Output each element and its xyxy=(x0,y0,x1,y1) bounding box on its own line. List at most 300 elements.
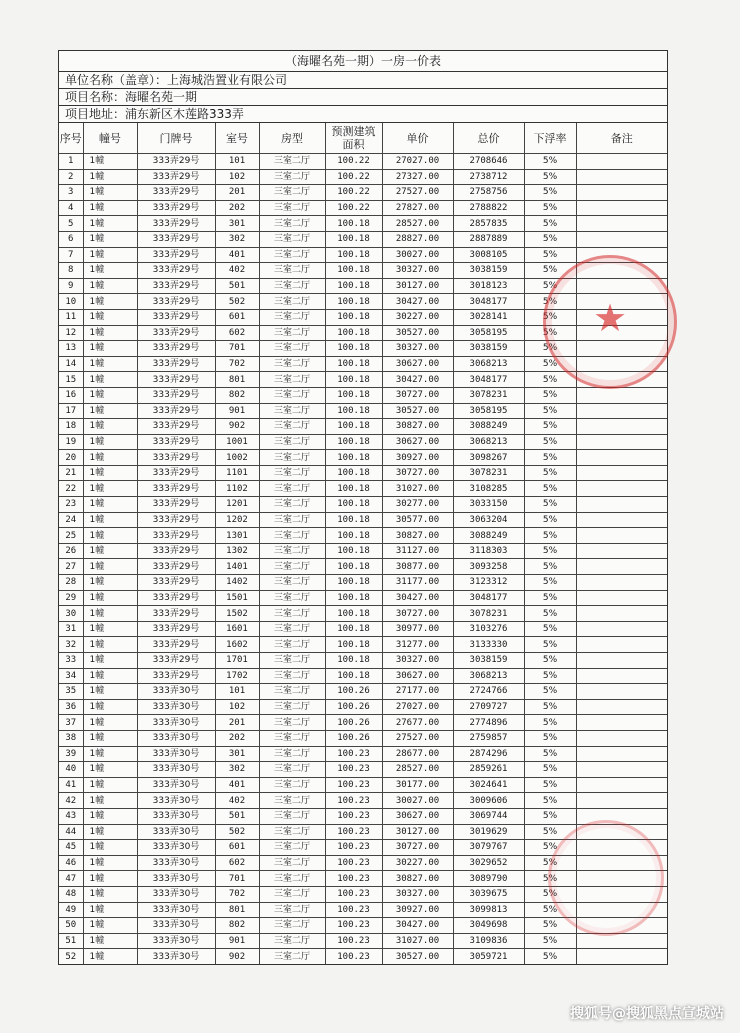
cell-layout: 三室二厅 xyxy=(259,559,325,575)
cell-seq: 11 xyxy=(59,309,83,325)
cell-total-price: 2709727 xyxy=(453,699,524,715)
cell-total-price: 2857835 xyxy=(453,216,524,232)
cell-door-no: 333弄30号 xyxy=(137,902,215,918)
cell-area: 100.23 xyxy=(325,840,382,856)
table-row xyxy=(59,606,667,622)
cell-total-price: 3133330 xyxy=(453,637,524,653)
cell-discount: 5% xyxy=(524,762,576,778)
cell-layout: 三室二厅 xyxy=(259,372,325,388)
cell-total-price: 3029652 xyxy=(453,855,524,871)
cell-room-no: 202 xyxy=(215,200,259,216)
cell-building: 1幢 xyxy=(83,154,137,170)
cell-layout: 三室二厅 xyxy=(259,543,325,559)
cell-area: 100.23 xyxy=(325,902,382,918)
cell-door-no: 333弄30号 xyxy=(137,684,215,700)
cell-door-no: 333弄29号 xyxy=(137,309,215,325)
cell-discount: 5% xyxy=(524,606,576,622)
cell-remarks xyxy=(576,933,667,949)
table-row xyxy=(59,169,667,185)
cell-remarks xyxy=(576,450,667,466)
cell-remarks xyxy=(576,278,667,294)
header-discount: 下浮率 xyxy=(524,123,576,154)
cell-remarks xyxy=(576,606,667,622)
table-row xyxy=(59,419,667,435)
cell-room-no: 601 xyxy=(215,840,259,856)
cell-room-no: 1301 xyxy=(215,528,259,544)
cell-unit-price: 30727.00 xyxy=(382,465,453,481)
cell-building: 1幢 xyxy=(83,543,137,559)
table-row xyxy=(59,231,667,247)
table-row xyxy=(59,543,667,559)
cell-unit-price: 30427.00 xyxy=(382,590,453,606)
cell-building: 1幢 xyxy=(83,231,137,247)
cell-door-no: 333弄29号 xyxy=(137,559,215,575)
cell-unit-price: 30577.00 xyxy=(382,512,453,528)
table-row xyxy=(59,294,667,310)
cell-remarks xyxy=(576,559,667,575)
cell-door-no: 333弄29号 xyxy=(137,216,215,232)
cell-building: 1幢 xyxy=(83,465,137,481)
cell-discount: 5% xyxy=(524,653,576,669)
header-building: 幢号 xyxy=(83,123,137,154)
cell-remarks xyxy=(576,918,667,934)
cell-layout: 三室二厅 xyxy=(259,481,325,497)
cell-building: 1幢 xyxy=(83,512,137,528)
cell-area: 100.18 xyxy=(325,606,382,622)
cell-door-no: 333弄29号 xyxy=(137,606,215,622)
cell-area: 100.18 xyxy=(325,231,382,247)
cell-door-no: 333弄30号 xyxy=(137,699,215,715)
cell-area: 100.22 xyxy=(325,169,382,185)
cell-door-no: 333弄30号 xyxy=(137,949,215,964)
cell-total-price: 2738712 xyxy=(453,169,524,185)
cell-total-price: 2788822 xyxy=(453,200,524,216)
table-row xyxy=(59,185,667,201)
cell-remarks xyxy=(576,263,667,279)
cell-area: 100.18 xyxy=(325,263,382,279)
cell-total-price: 3059721 xyxy=(453,949,524,964)
cell-discount: 5% xyxy=(524,185,576,201)
table-row xyxy=(59,886,667,902)
cell-total-price: 2874296 xyxy=(453,746,524,762)
cell-unit-price: 30727.00 xyxy=(382,840,453,856)
cell-discount: 5% xyxy=(524,902,576,918)
cell-total-price: 3033150 xyxy=(453,497,524,513)
cell-door-no: 333弄30号 xyxy=(137,793,215,809)
cell-seq: 27 xyxy=(59,559,83,575)
cell-unit-price: 30877.00 xyxy=(382,559,453,575)
cell-remarks xyxy=(576,528,667,544)
cell-area: 100.18 xyxy=(325,278,382,294)
cell-remarks xyxy=(576,777,667,793)
cell-discount: 5% xyxy=(524,668,576,684)
cell-area: 100.18 xyxy=(325,216,382,232)
cell-unit-price: 27527.00 xyxy=(382,185,453,201)
cell-total-price: 3078231 xyxy=(453,465,524,481)
cell-door-no: 333弄29号 xyxy=(137,543,215,559)
cell-unit-price: 30977.00 xyxy=(382,621,453,637)
cell-seq: 41 xyxy=(59,777,83,793)
cell-building: 1幢 xyxy=(83,808,137,824)
cell-room-no: 1501 xyxy=(215,590,259,606)
cell-discount: 5% xyxy=(524,559,576,575)
table-row xyxy=(59,372,667,388)
cell-layout: 三室二厅 xyxy=(259,684,325,700)
cell-discount: 5% xyxy=(524,637,576,653)
cell-seq: 24 xyxy=(59,512,83,528)
cell-unit-price: 30127.00 xyxy=(382,278,453,294)
cell-building: 1幢 xyxy=(83,185,137,201)
cell-door-no: 333弄29号 xyxy=(137,341,215,357)
cell-seq: 44 xyxy=(59,824,83,840)
cell-layout: 三室二厅 xyxy=(259,512,325,528)
cell-building: 1幢 xyxy=(83,715,137,731)
cell-door-no: 333弄29号 xyxy=(137,450,215,466)
cell-seq: 42 xyxy=(59,793,83,809)
cell-room-no: 1101 xyxy=(215,465,259,481)
cell-room-no: 1202 xyxy=(215,512,259,528)
cell-unit-price: 30827.00 xyxy=(382,419,453,435)
cell-seq: 25 xyxy=(59,528,83,544)
cell-total-price: 3099813 xyxy=(453,902,524,918)
cell-door-no: 333弄29号 xyxy=(137,528,215,544)
table-row xyxy=(59,824,667,840)
cell-unit-price: 27027.00 xyxy=(382,699,453,715)
cell-building: 1幢 xyxy=(83,419,137,435)
cell-building: 1幢 xyxy=(83,559,137,575)
cell-building: 1幢 xyxy=(83,528,137,544)
cell-area: 100.22 xyxy=(325,154,382,170)
cell-remarks xyxy=(576,762,667,778)
cell-unit-price: 30827.00 xyxy=(382,871,453,887)
cell-area: 100.26 xyxy=(325,699,382,715)
cell-total-price: 3103276 xyxy=(453,621,524,637)
table-row xyxy=(59,309,667,325)
cell-area: 100.18 xyxy=(325,497,382,513)
cell-total-price: 2859261 xyxy=(453,762,524,778)
cell-area: 100.18 xyxy=(325,434,382,450)
cell-area: 100.23 xyxy=(325,855,382,871)
cell-door-no: 333弄30号 xyxy=(137,918,215,934)
table-row xyxy=(59,684,667,700)
cell-discount: 5% xyxy=(524,621,576,637)
cell-discount: 5% xyxy=(524,746,576,762)
cell-remarks xyxy=(576,902,667,918)
cell-seq: 43 xyxy=(59,808,83,824)
cell-building: 1幢 xyxy=(83,653,137,669)
table-row xyxy=(59,403,667,419)
cell-layout: 三室二厅 xyxy=(259,824,325,840)
cell-seq: 50 xyxy=(59,918,83,934)
table-row xyxy=(59,247,667,263)
cell-door-no: 333弄29号 xyxy=(137,481,215,497)
cell-room-no: 402 xyxy=(215,263,259,279)
cell-total-price: 3078231 xyxy=(453,606,524,622)
cell-discount: 5% xyxy=(524,216,576,232)
cell-remarks xyxy=(576,575,667,591)
cell-building: 1幢 xyxy=(83,949,137,964)
cell-building: 1幢 xyxy=(83,278,137,294)
table-row xyxy=(59,918,667,934)
cell-discount: 5% xyxy=(524,933,576,949)
cell-unit-price: 27027.00 xyxy=(382,154,453,170)
table-row xyxy=(59,762,667,778)
cell-unit-price: 30277.00 xyxy=(382,497,453,513)
table-row xyxy=(59,465,667,481)
cell-remarks xyxy=(576,715,667,731)
cell-area: 100.23 xyxy=(325,886,382,902)
cell-door-no: 333弄30号 xyxy=(137,762,215,778)
cell-layout: 三室二厅 xyxy=(259,341,325,357)
cell-total-price: 3028141 xyxy=(453,309,524,325)
cell-unit-price: 30627.00 xyxy=(382,668,453,684)
cell-room-no: 702 xyxy=(215,356,259,372)
cell-total-price: 3009606 xyxy=(453,793,524,809)
cell-area: 100.18 xyxy=(325,653,382,669)
cell-seq: 31 xyxy=(59,621,83,637)
cell-total-price: 3038159 xyxy=(453,263,524,279)
cell-remarks xyxy=(576,356,667,372)
cell-door-no: 333弄29号 xyxy=(137,512,215,528)
cell-layout: 三室二厅 xyxy=(259,419,325,435)
watermark-text: 搜狐号@搜狐黑点宣城站 xyxy=(570,1006,724,1022)
cell-seq: 9 xyxy=(59,278,83,294)
cell-seq: 22 xyxy=(59,481,83,497)
cell-discount: 5% xyxy=(524,481,576,497)
cell-discount: 5% xyxy=(524,528,576,544)
cell-layout: 三室二厅 xyxy=(259,575,325,591)
table-row xyxy=(59,575,667,591)
cell-room-no: 602 xyxy=(215,325,259,341)
table-row xyxy=(59,263,667,279)
cell-total-price: 3068213 xyxy=(453,356,524,372)
cell-total-price: 3063204 xyxy=(453,512,524,528)
cell-building: 1幢 xyxy=(83,855,137,871)
cell-door-no: 333弄29号 xyxy=(137,278,215,294)
cell-seq: 6 xyxy=(59,231,83,247)
cell-total-price: 3069744 xyxy=(453,808,524,824)
table-header-row xyxy=(59,123,667,154)
cell-room-no: 801 xyxy=(215,372,259,388)
cell-discount: 5% xyxy=(524,699,576,715)
cell-layout: 三室二厅 xyxy=(259,715,325,731)
cell-layout: 三室二厅 xyxy=(259,185,325,201)
cell-unit-price: 31177.00 xyxy=(382,575,453,591)
cell-remarks xyxy=(576,247,667,263)
cell-layout: 三室二厅 xyxy=(259,840,325,856)
cell-unit-price: 30527.00 xyxy=(382,325,453,341)
cell-unit-price: 28827.00 xyxy=(382,231,453,247)
table-row xyxy=(59,200,667,216)
cell-building: 1幢 xyxy=(83,668,137,684)
cell-seq: 16 xyxy=(59,387,83,403)
cell-unit-price: 27527.00 xyxy=(382,730,453,746)
cell-discount: 5% xyxy=(524,294,576,310)
cell-seq: 17 xyxy=(59,403,83,419)
cell-building: 1幢 xyxy=(83,886,137,902)
cell-total-price: 3093258 xyxy=(453,559,524,575)
cell-building: 1幢 xyxy=(83,871,137,887)
cell-building: 1幢 xyxy=(83,637,137,653)
cell-room-no: 701 xyxy=(215,871,259,887)
cell-seq: 2 xyxy=(59,169,83,185)
cell-discount: 5% xyxy=(524,263,576,279)
cell-seq: 28 xyxy=(59,575,83,591)
cell-unit-price: 30327.00 xyxy=(382,653,453,669)
table-row xyxy=(59,949,667,964)
cell-building: 1幢 xyxy=(83,918,137,934)
cell-layout: 三室二厅 xyxy=(259,902,325,918)
table-row xyxy=(59,497,667,513)
cell-room-no: 801 xyxy=(215,902,259,918)
price-table xyxy=(59,123,667,964)
cell-seq: 40 xyxy=(59,762,83,778)
cell-door-no: 333弄30号 xyxy=(137,840,215,856)
header-door-no: 门牌号 xyxy=(137,123,215,154)
cell-area: 100.23 xyxy=(325,871,382,887)
cell-unit-price: 30627.00 xyxy=(382,434,453,450)
header-total-price: 总价 xyxy=(453,123,524,154)
cell-discount: 5% xyxy=(524,403,576,419)
cell-unit-price: 27827.00 xyxy=(382,200,453,216)
project-name: 项目名称：海曜名苑一期 xyxy=(59,89,667,106)
cell-seq: 1 xyxy=(59,154,83,170)
cell-layout: 三室二厅 xyxy=(259,746,325,762)
cell-area: 100.23 xyxy=(325,746,382,762)
cell-building: 1幢 xyxy=(83,372,137,388)
table-row xyxy=(59,512,667,528)
cell-area: 100.23 xyxy=(325,824,382,840)
cell-door-no: 333弄30号 xyxy=(137,824,215,840)
cell-room-no: 1702 xyxy=(215,668,259,684)
cell-door-no: 333弄29号 xyxy=(137,325,215,341)
table-row xyxy=(59,434,667,450)
cell-area: 100.26 xyxy=(325,730,382,746)
cell-remarks xyxy=(576,543,667,559)
cell-seq: 29 xyxy=(59,590,83,606)
cell-building: 1幢 xyxy=(83,933,137,949)
cell-seq: 8 xyxy=(59,263,83,279)
price-list-sheet xyxy=(58,50,668,965)
cell-door-no: 333弄29号 xyxy=(137,294,215,310)
cell-discount: 5% xyxy=(524,886,576,902)
cell-seq: 51 xyxy=(59,933,83,949)
cell-remarks xyxy=(576,840,667,856)
cell-seq: 46 xyxy=(59,855,83,871)
cell-discount: 5% xyxy=(524,824,576,840)
cell-door-no: 333弄29号 xyxy=(137,434,215,450)
cell-door-no: 333弄29号 xyxy=(137,621,215,637)
cell-area: 100.23 xyxy=(325,793,382,809)
cell-discount: 5% xyxy=(524,590,576,606)
cell-area: 100.18 xyxy=(325,528,382,544)
cell-discount: 5% xyxy=(524,777,576,793)
cell-room-no: 401 xyxy=(215,777,259,793)
cell-discount: 5% xyxy=(524,918,576,934)
cell-discount: 5% xyxy=(524,684,576,700)
cell-remarks xyxy=(576,434,667,450)
cell-building: 1幢 xyxy=(83,590,137,606)
table-row xyxy=(59,154,667,170)
cell-room-no: 1601 xyxy=(215,621,259,637)
cell-room-no: 1102 xyxy=(215,481,259,497)
cell-unit-price: 30927.00 xyxy=(382,902,453,918)
cell-remarks xyxy=(576,231,667,247)
cell-layout: 三室二厅 xyxy=(259,231,325,247)
cell-remarks xyxy=(576,684,667,700)
cell-area: 100.18 xyxy=(325,450,382,466)
cell-building: 1幢 xyxy=(83,902,137,918)
cell-unit-price: 30227.00 xyxy=(382,855,453,871)
cell-layout: 三室二厅 xyxy=(259,356,325,372)
cell-area: 100.23 xyxy=(325,933,382,949)
cell-layout: 三室二厅 xyxy=(259,278,325,294)
cell-room-no: 602 xyxy=(215,855,259,871)
cell-remarks xyxy=(576,668,667,684)
cell-layout: 三室二厅 xyxy=(259,949,325,964)
cell-door-no: 333弄30号 xyxy=(137,933,215,949)
cell-seq: 49 xyxy=(59,902,83,918)
cell-layout: 三室二厅 xyxy=(259,871,325,887)
cell-unit-price: 30427.00 xyxy=(382,918,453,934)
cell-total-price: 3019629 xyxy=(453,824,524,840)
cell-total-price: 3048177 xyxy=(453,294,524,310)
cell-area: 100.26 xyxy=(325,715,382,731)
table-row xyxy=(59,730,667,746)
cell-seq: 30 xyxy=(59,606,83,622)
cell-room-no: 901 xyxy=(215,933,259,949)
cell-total-price: 3049698 xyxy=(453,918,524,934)
cell-unit-price: 30927.00 xyxy=(382,450,453,466)
cell-discount: 5% xyxy=(524,325,576,341)
cell-room-no: 502 xyxy=(215,824,259,840)
cell-discount: 5% xyxy=(524,200,576,216)
cell-total-price: 3038159 xyxy=(453,653,524,669)
cell-door-no: 333弄29号 xyxy=(137,185,215,201)
cell-remarks xyxy=(576,730,667,746)
cell-area: 100.18 xyxy=(325,668,382,684)
cell-unit-price: 30527.00 xyxy=(382,949,453,964)
cell-room-no: 1001 xyxy=(215,434,259,450)
table-row xyxy=(59,341,667,357)
cell-layout: 三室二厅 xyxy=(259,621,325,637)
cell-door-no: 333弄29号 xyxy=(137,590,215,606)
cell-seq: 32 xyxy=(59,637,83,653)
cell-unit-price: 30427.00 xyxy=(382,372,453,388)
cell-discount: 5% xyxy=(524,871,576,887)
cell-total-price: 3018123 xyxy=(453,278,524,294)
cell-room-no: 302 xyxy=(215,762,259,778)
cell-total-price: 2708646 xyxy=(453,154,524,170)
cell-door-no: 333弄29号 xyxy=(137,200,215,216)
cell-building: 1幢 xyxy=(83,169,137,185)
cell-area: 100.18 xyxy=(325,341,382,357)
cell-layout: 三室二厅 xyxy=(259,730,325,746)
cell-layout: 三室二厅 xyxy=(259,450,325,466)
cell-remarks xyxy=(576,590,667,606)
cell-building: 1幢 xyxy=(83,200,137,216)
cell-room-no: 701 xyxy=(215,341,259,357)
cell-remarks xyxy=(576,325,667,341)
cell-room-no: 101 xyxy=(215,154,259,170)
cell-layout: 三室二厅 xyxy=(259,263,325,279)
cell-room-no: 102 xyxy=(215,699,259,715)
cell-layout: 三室二厅 xyxy=(259,434,325,450)
cell-layout: 三室二厅 xyxy=(259,497,325,513)
cell-unit-price: 30527.00 xyxy=(382,403,453,419)
cell-building: 1幢 xyxy=(83,762,137,778)
cell-room-no: 1502 xyxy=(215,606,259,622)
